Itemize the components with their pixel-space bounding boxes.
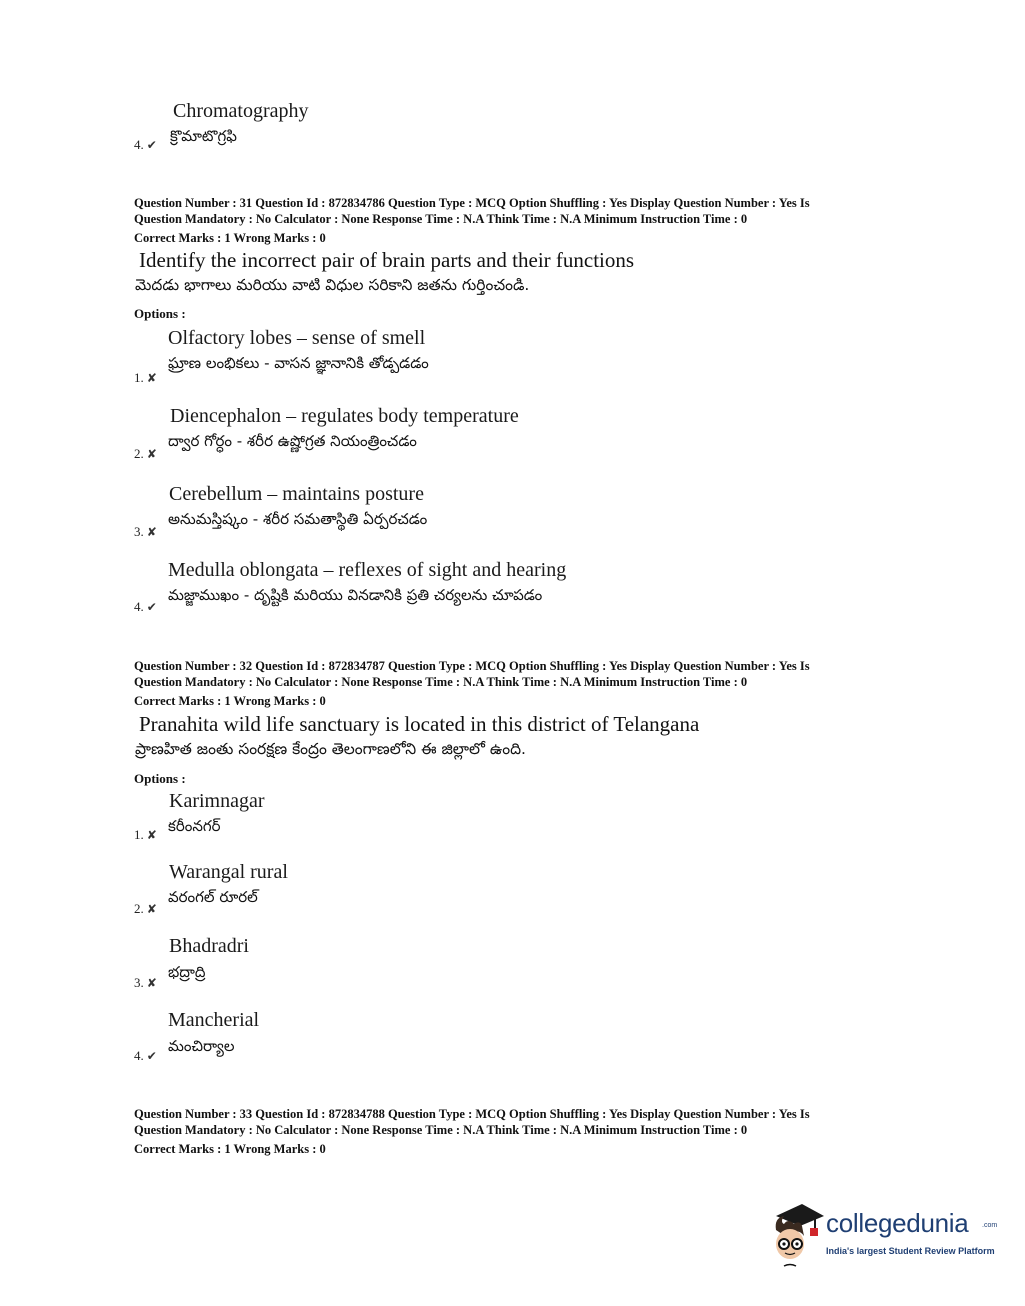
option-text-en: Olfactory lobes – sense of smell — [168, 327, 426, 349]
option-text-en: Warangal rural — [169, 861, 288, 883]
option-text-te: ఘ్రాణ లంభికలు - వాసన జ్ఞానానికి తోడ్పడడం — [168, 354, 429, 372]
question-text-en: Pranahita wild life sanctuary is located in this district of Telangana — [139, 712, 700, 736]
question-text-te: ప్రాణహిత జంతు సంరక్షణ కేంద్రం తెలంగాణలోని ఈ జిల్లాలో ఉంది. — [135, 740, 526, 758]
question-text-en: Identify the incorrect pair of brain parts and their functions — [139, 248, 635, 272]
option-text-en: Mancherial — [168, 1009, 260, 1031]
collegedunia-logo — [770, 1200, 1000, 1270]
option-number — [134, 371, 157, 385]
graduate-mascot-icon — [770, 1200, 824, 1270]
meta-line-1: Question Number : 31 Question Id : 872834786 Question Type : MCQ Option Shuffling : Yes Display Question Number : Yes Is — [134, 196, 810, 210]
option-text-te: క్రొమాటొగ్రఫి — [170, 127, 237, 145]
option-number — [134, 138, 157, 152]
wrong-cross-icon: ✘ — [146, 371, 157, 385]
logo-dotcom: .com — [982, 1222, 998, 1229]
wrong-cross-icon: ✘ — [146, 902, 157, 916]
option-text-te: మంచిర్యాల — [168, 1037, 235, 1055]
meta-line-3: Correct Marks : 1 Wrong Marks : 0 — [134, 694, 326, 708]
wrong-cross-icon: ✘ — [146, 976, 157, 990]
meta-line-3: Correct Marks : 1 Wrong Marks : 0 — [134, 1142, 326, 1156]
option-text-en: Cerebellum – maintains posture — [169, 483, 424, 505]
option-number — [134, 447, 157, 461]
option-text-te: ద్వార గోర్ధం - శరీర ఉష్ణోగ్రత నియంత్రించడం — [168, 432, 417, 450]
wrong-cross-icon: ✘ — [146, 828, 157, 842]
meta-line-2: Question Mandatory : No Calculator : None Response Time : N.A Think Time : N.A Minimum Instruction Time : 0 — [134, 675, 748, 689]
option-text-te: మజ్జాముఖం - దృష్టికి మరియు వినడానికి ప్రతి చర్యలను చూపడం — [168, 586, 543, 604]
question-meta — [134, 658, 884, 709]
option-number — [134, 600, 157, 614]
meta-line-2: Question Mandatory : No Calculator : None Response Time : N.A Think Time : N.A Minimum Instruction Time : 0 — [134, 212, 748, 226]
option-number-label: 4. — [134, 599, 144, 614]
meta-line-2: Question Mandatory : No Calculator : None Response Time : N.A Think Time : N.A Minimum Instruction Time : 0 — [134, 1123, 748, 1137]
option-text-en: Chromatography — [173, 100, 309, 122]
correct-check-icon: ✔ — [146, 138, 157, 152]
option-number-label: 3. — [134, 975, 144, 990]
option-number-label: 1. — [134, 370, 144, 385]
option-number-label: 1. — [134, 827, 144, 842]
option-number — [134, 525, 157, 539]
correct-check-icon: ✔ — [146, 1049, 157, 1063]
option-text-te: భద్రాద్రి — [168, 963, 206, 981]
option-text-te: కరీంనగర్ — [168, 817, 221, 835]
option-text-en: Karimnagar — [169, 790, 265, 812]
option-number-label: 4. — [134, 137, 144, 152]
wrong-cross-icon: ✘ — [146, 447, 157, 461]
question-text-te: మెదడు భాగాలు మరియు వాటి విధుల సరికాని జతను గుర్తించండి. — [135, 276, 530, 294]
question-meta — [134, 1106, 884, 1157]
option-text-te: వరంగల్ రూరల్ — [168, 888, 258, 906]
option-number — [134, 828, 157, 842]
option-text-en: Bhadradri — [169, 935, 249, 957]
correct-check-icon: ✔ — [146, 600, 157, 614]
logo-tagline: India's largest Student Review Platform — [826, 1246, 995, 1256]
meta-line-1: Question Number : 33 Question Id : 872834788 Question Type : MCQ Option Shuffling : Yes Display Question Number : Yes Is — [134, 1107, 810, 1121]
logo-wordmark: collegedunia — [826, 1208, 969, 1238]
option-text-en: Medulla oblongata – reflexes of sight and hearing — [168, 559, 567, 581]
options-label: Options : — [134, 771, 186, 786]
wrong-cross-icon: ✘ — [146, 525, 157, 539]
meta-line-3: Correct Marks : 1 Wrong Marks : 0 — [134, 231, 326, 245]
option-text-te: అనుమస్తిష్కం - శరీర సమతాస్థితి ఏర్పరచడం — [168, 510, 428, 528]
option-number-label: 3. — [134, 524, 144, 539]
option-number — [134, 1049, 157, 1063]
option-number — [134, 902, 157, 916]
option-number-label: 2. — [134, 901, 144, 916]
option-text-en: Diencephalon – regulates body temperature — [170, 405, 519, 427]
question-meta — [134, 195, 884, 246]
meta-line-1: Question Number : 32 Question Id : 872834787 Question Type : MCQ Option Shuffling : Yes Display Question Number : Yes Is — [134, 659, 810, 673]
option-number-label: 4. — [134, 1048, 144, 1063]
option-number — [134, 976, 157, 990]
options-label: Options : — [134, 306, 186, 321]
option-number-label: 2. — [134, 446, 144, 461]
